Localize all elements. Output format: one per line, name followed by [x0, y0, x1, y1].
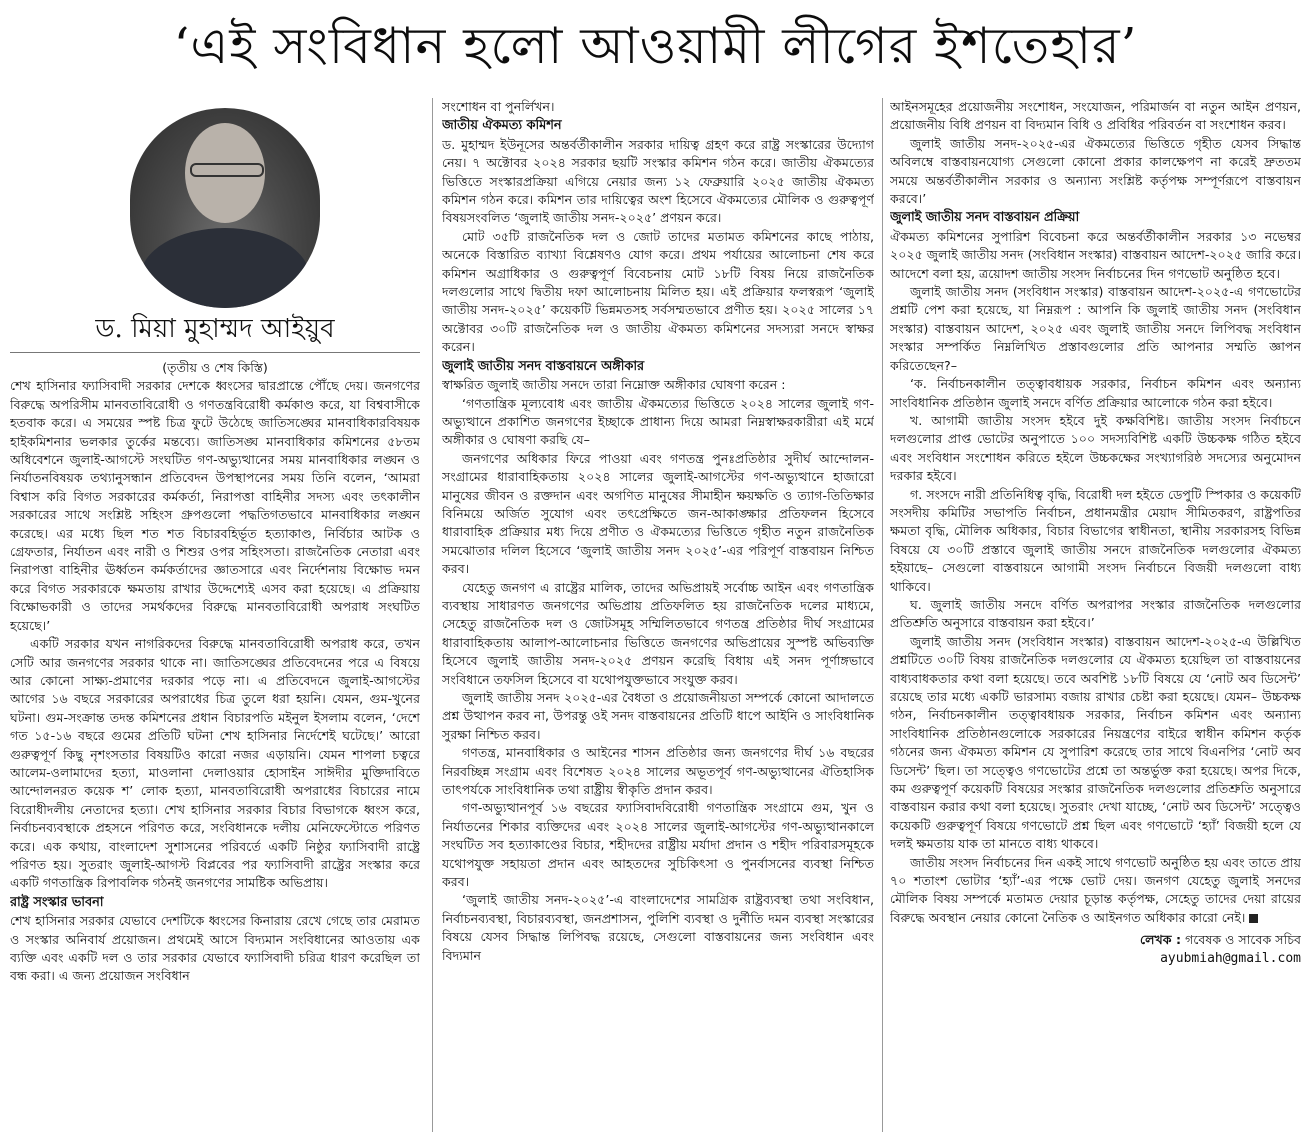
- signoff-text: গবেষক ও সাবেক সচিব: [1185, 932, 1301, 948]
- paragraph: সংশোধন বা পুনর্লিখন।: [442, 99, 555, 114]
- paragraph: খ. আগামী জাতীয় সংসদ হইবে দুই কক্ষবিশিষ্ট। জাতীয় সংসদ নির্বাচনে দলগুলোর প্রাপ্ত ভোটের অনুপাতে ১০০ সদস্যবিশিষ্ট একটি উচ্চকক্ষ গঠিত হইবে এবং সংবিধান সংশোধন করিতে হইলে উচ্চকক্ষের সংখ্যাগরিষ্ঠ সদস্যের অনুমোদন দরকার হইবে।: [890, 412, 1301, 484]
- paragraph: মোট ৩৫টি রাজনৈতিক দল ও জোট তাদের মতামত কমিশনের কাছে পাঠায়, অনেকে বিস্তারিত ব্যাখ্যা বিশ্লেষণও যোগ করে। প্রথম পর্যায়ের আলোচনা শেষ করে কমিশন অগ্রাধিকার ও গুরুত্বপূর্ণ বিবেচনায় মোট ১৮টি বিষয় নিয়ে রাজনৈতিক দলগুলোর সাথে দ্বিতীয় দফা আলোচনায় মিলিত হয়। এই প্রক্রিয়ার ফলস্বরূপ ‘জুলাই জাতীয় সনদ-২০২৫’ কয়েকটি ভিন্নমতসহ সর্বসম্মতভাবে প্রণীত হয়। ২০২৫ সালের ১৭ অক্টোবর ৩০টি রাজনৈতিক দল ও জাতীয় ঐকমত্য কমিশনের সদস্যরা সনদে স্বাক্ষর করেন।: [442, 228, 874, 355]
- paragraph-final: [890, 854, 1301, 928]
- author-email[interactable]: ayubmiah@gmail.com: [1160, 950, 1301, 966]
- column-2: [442, 98, 874, 1140]
- author-signoff: [890, 931, 1301, 949]
- paragraph: গ. সংসদে নারী প্রতিনিধিত্ব বৃদ্ধি, বিরোধী দল হইতে ডেপুটি স্পিকার ও কয়েকটি সংসদীয় কমিটির সভাপতি নির্বাচন, প্রধানমন্ত্রীর মেয়াদ সীমিতকরণ, রাষ্ট্রপতির ক্ষমতা বৃদ্ধি, মৌলিক অধিকার, বিচার বিভাগের স্বাধীনতা, স্থানীয় সরকারসহ বিভিন্ন বিষয়ে যে ৩০টি প্রস্তাবে জুলাই জাতীয় সনদে রাজনৈতিক দলগুলোর ঐকমত্য হইয়াছে– সেগুলো বাস্তবায়নে আগামী সংসদ নির্বাচনে বিজয়ী দলগুলো বাধ্য থাকিবে।: [890, 486, 1301, 594]
- paragraph: জুলাই জাতীয় সনদ (সংবিধান সংস্কার) বাস্তবায়ন আদেশ-২০২৫-এ গণভোটের প্রশ্নটি পেশ করা হয়েছে, যা নিম্নরূপ : আপনি কি জুলাই জাতীয় সনদ (সংবিধান সংস্কার) বাস্তবায়ন আদেশ, ২০২৫ এবং জুলাই জাতীয় সনদে লিপিবদ্ধ সংবিধান সংস্কার সম্পর্কিত নিম্নলিখিত প্রস্তাবগুলোর প্রতি আপনার সম্মতি জ্ঞাপন করিতেছেন?–: [890, 284, 1301, 373]
- paragraph: ‘গণতান্ত্রিক মূল্যবোধ এবং জাতীয় ঐকমত্যের ভিত্তিতে ২০২৪ সালের জুলাই গণ-অভ্যুত্থানে প্রকাশিত জনগণের ইচ্ছাকে প্রাধান্য দিয়ে আমরা নিম্নস্বাক্ষরকারীরা এই মর্মে অঙ্গীকার ও ঘোষণা করছি যে–: [442, 395, 874, 448]
- subheading: রাষ্ট্র সংস্কার ভাবনা: [10, 894, 104, 910]
- paragraph: শেখ হাসিনার ফ্যাসিবাদী সরকার দেশকে ধ্বংসের দ্বারপ্রান্তে পৌঁছে দেয়। জনগণের বিরুদ্ধে অপরিসীম মানবতাবিরোধী ও গণতন্ত্রবিরোধী কর্মকাণ্ড করে, যা বিশ্ববাসীকে হতবাক করে। এ সময়ের স্পষ্ট চিত্র ফুটে উঠেছে জাতিসঙ্ঘের মানবাধিকারবিষয়ক হাইকমিশনার ভলকার তুর্কের মন্তব্যে। জাতিসঙ্ঘ মানবাধিকার কমিশনের ৫৮তম অধিবেশনে জুলাই-আগস্টে সংঘটিত গণ-অভ্যুত্থানের সময় মানবাধিকার লঙ্ঘন ও নির্যাতনবিষয়ক তথ্যানুসন্ধান প্রতিবেদন উপস্থাপনের সময় তিনি বলেন, ‘আমরা বিশ্বাস করি বিগত সরকারের কর্মকর্তা, নিরাপত্তা বাহিনীর সদস্য এবং তৎকালীন সরকারের সাথে সংশ্লিষ্ট সহিংস গ্রুপগুলো পদ্ধতিগতভাবে মানবাধিকার লঙ্ঘন করেছে। এর মধ্যে ছিল শত শত বিচারবহির্ভূত হত্যাকাণ্ড, নির্বিচার আটক ও গ্রেফতার, নির্যাতন এবং নারী ও শিশুর ওপর সহিংসতা। রাজনৈতিক নেতারা এবং নিরাপত্তা বাহিনীর ঊর্ধ্বতন কর্মকর্তাদের জ্ঞাতসারে এবং নির্দেশনায় বিক্ষোভ দমন করে বিগত সরকারকে ক্ষমতায় রাখার উদ্দেশ্যেই এসব করা হয়েছে। এ প্রক্রিয়ায় বিক্ষোভকারী ও তাদের সমর্থকদের বিরুদ্ধে মানবতাবিরোধী অপরাধ সংঘটিত হয়েছে।’: [10, 378, 420, 633]
- paragraph: জনগণের অধিকার ফিরে পাওয়া এবং গণতন্ত্র পুনঃপ্রতিষ্ঠার সুদীর্ঘ আন্দোলন-সংগ্রামের ধারাবাহিকতায় ২০২৪ সালের জুলাই-আগস্টের গণ-অভ্যুত্থানে হাজারো মানুষের জীবন ও রক্তদান এবং অগণিত মানুষের সীমাহীন ক্ষয়ক্ষতি ও ত্যাগ-তিতিক্ষার বিনিময়ে অর্জিত সুযোগ এবং তৎপ্রেক্ষিতে জন-আকাঙ্ক্ষার প্রতিফলন হিসেবে ধারাবাহিক প্রক্রিয়ার মধ্য দিয়ে প্রণীত ও ঐকমত্যের ভিত্তিতে গৃহীত নতুন রাজনৈতিক সমঝোতার দলিল হিসেবে ‘জুলাই জাতীয় সনদ ২০২৫’-এর পরিপূর্ণ বাস্তবায়ন নিশ্চিত করব।: [442, 450, 874, 577]
- author-photo-box: [10, 98, 420, 348]
- headline: ‘এই সংবিধান হলো আওয়ামী লীগের ইশতেহার’: [173, 17, 1138, 75]
- column-divider: [432, 98, 433, 1132]
- paragraph: ঘ. জুলাই জাতীয় সনদে বর্ণিত অপরাপর সংস্কার রাজনৈতিক দলগুলোর প্রতিশ্রুতি অনুসারে বাস্তবায়ন করা হইবে।’: [890, 596, 1301, 631]
- author-byline: ড. মিয়া মুহাম্মদ আইয়ুব: [95, 314, 335, 344]
- signoff-label: লেখক :: [1140, 932, 1182, 948]
- end-mark-icon: [1249, 914, 1258, 923]
- paragraph: গণ-অভ্যুত্থানপূর্ব ১৬ বছরের ফ্যাসিবাদবিরোধী গণতান্ত্রিক সংগ্রামে গুম, খুন ও নির্যাতনের শিকার ব্যক্তিদের এবং ২০২৪ সালের জুলাই-আগস্টের গণ-অভ্যুত্থানকালে সংঘটিত সব হত্যাকাণ্ডের বিচার, শহীদদের রাষ্ট্রীয় মর্যাদা প্রদান ও শহীদ পরিবারসমূহকে যথোপযুক্ত সহায়তা প্রদান এবং আহতদের সুচিকিৎসা ও পুনর্বাসনের ব্যবস্থা নিশ্চিত করব।: [442, 800, 874, 890]
- final-text: জাতীয় সংসদ নির্বাচনের দিন একই সাথে গণভোট অনুষ্ঠিত হয় এবং তাতে প্রায় ৭০ শতাংশ ভোটার ‘হ্যাঁ’-এর পক্ষে ভোট দেয়। জনগণ যেহেতু জুলাই সনদের মৌলিক বিষয় সম্পর্কে মতামত দেয়ার চূড়ান্ত কর্তৃপক্ষ, সেহেতু তাদের দেয়া রায়ের বিরুদ্ধে অবস্থান নেয়ার কোনো নৈতিক ও আইনগত অধিকার কারো নেই।: [890, 854, 1301, 925]
- paragraph: একটি সরকার যখন নাগরিকদের বিরুদ্ধে মানবতাবিরোধী অপরাধ করে, তখন সেটি আর জনগণের সরকার থাকে না। জাতিসঙ্ঘের প্রতিবেদনের পরে এ বিষয়ে আর কোনো সাক্ষ্য-প্রমাণের দরকার পড়ে না। এ প্রতিবেদনে জুলাই-আগস্টের আগের ১৬ বছরে সরকারের অপরাধের চিত্র তুলে ধরা হয়নি। যেমন, গুম-খুনের ঘটনা। গুম-সংক্রান্ত তদন্ত কমিশনের প্রধান বিচারপতি মইনুল ইসলাম বলেন, ‘দেশে গত ১৫-১৬ বছরে গুমের প্রতিটি ঘটনা শেখ হাসিনার নির্দেশেই ঘটেছে।’ আরো গুরুত্বপূর্ণ কিছু নৃশংসতার বিষয়টিও কারো নজর এড়ায়নি। যেমন শাপলা চত্বরে আলেম-ওলামাদের হত্যা, মাওলানা দেলাওয়ার হোসাইন সাঈদীর মুক্তিদাবিতে আন্দোলনরত কয়েক শ’ লোক হত্যা, মানবতাবিরোধী অপরাধের বিচারের নামে বিরোধীদলীয় নেতাদের হত্যা। শেখ হাসিনার সরকার বিচার বিভাগকে ধ্বংস করে, নির্বাচনব্যবস্থাকে প্রহসনে পরিণত করে, সংবিধানকে দলীয় মেনিফেস্টোতে পরিণত করে। এক কথায়, বাংলাদেশ সুশাসনের পরিবর্তে একটি নিষ্ঠুর ফ্যাসিবাদী রাষ্ট্রে পরিণত হয়। সুতরাং জুলাই-আগস্ট বিপ্লবের পর ফ্যাসিবাদী রাষ্ট্রের সংস্কার করে একটি গণতান্ত্রিক রিপাবলিক গঠনই জনগণের সামষ্টিক অভিপ্রায়।: [10, 636, 420, 891]
- paragraph: গণতন্ত্র, মানবাধিকার ও আইনের শাসন প্রতিষ্ঠার জন্য জনগণের দীর্ঘ ১৬ বছরের নিরবচ্ছিন্ন সংগ্রাম এবং বিশেষত ২০২৪ সালের অভূতপূর্ব গণ-অভ্যুত্থানের ঐতিহাসিক তাৎপর্যকে সাংবিধানিক তথা রাষ্ট্রীয় স্বীকৃতি প্রদান করব।: [442, 745, 874, 798]
- column-divider: [882, 98, 883, 1132]
- byline-divider: [10, 352, 420, 353]
- subheading: জাতীয় ঐকমত্য কমিশন: [442, 118, 562, 134]
- paragraph: আইনসমূহের প্রয়োজনীয় সংশোধন, সংযোজন, পরিমার্জন বা নতুন আইন প্রণয়ন, প্রয়োজনীয় বিধি প্রণয়ন বা বিদ্যমান বিধি ও প্রবিধির পরিবর্তন বা সংশোধন করব।: [890, 99, 1301, 133]
- paragraph: জুলাই জাতীয় সনদ-২০২৫-এর ঐকমত্যের ভিত্তিতে গৃহীত যেসব সিদ্ধান্ত অবিলম্বে বাস্তবায়নযোগ্য সেগুলো কোনো প্রকার কালক্ষেপণ না করেই দ্রুততম সময়ে অন্তর্বর্তীকালীন সরকার ও অন্যান্য সংশ্লিষ্ট কর্তৃপক্ষ সম্পূর্ণরূপে বাস্তবায়ন করবে।’: [890, 135, 1301, 207]
- paragraph: ঐকমত্য কমিশনের সুপারিশ বিবেচনা করে অন্তর্বর্তীকালীন সরকার ১৩ নভেম্বর ২০২৫ জুলাই জাতীয় সনদ (সংবিধান সংস্কার) বাস্তবায়ন আদেশ-২০২৫ জারি করে। আদেশে বলা হয়, ত্রয়োদশ জাতীয় সংসদ নির্বাচনের দিন গণভোট অনুষ্ঠিত হবে।: [890, 228, 1301, 281]
- article-columns: [10, 98, 1301, 1140]
- paragraph: শেখ হাসিনার সরকার যেভাবে দেশটিকে ধ্বংসের কিনারায় রেখে গেছে তার মেরামত ও সংস্কার অনিবার্য প্রয়োজন। প্রথমেই আসে বিদ্যমান সংবিধানের আওতায় এক ব্যক্তি এবং একটি দল ও তার সরকার যেভাবে ফ্যাসিবাদী চরিত্র ধারণ করেছিল তা বন্ধ করা। এ জন্য প্রয়োজন সংবিধান: [10, 913, 420, 984]
- photo-glasses-shape: [190, 163, 264, 177]
- column-3: [890, 98, 1301, 1140]
- photo-body-shape: [140, 228, 310, 308]
- paragraph: ‘ক. নির্বাচনকালীন তত্ত্বাবধায়ক সরকার, নির্বাচন কমিশন এবং অন্যান্য সাংবিধানিক প্রতিষ্ঠান জুলাই সনদে বর্ণিত প্রক্রিয়ার আলোকে গঠন করা হইবে।: [890, 376, 1301, 410]
- installment-note: (তৃতীয় ও শেষ কিস্তি): [162, 360, 268, 375]
- paragraph: জুলাই জাতীয় সনদ (সংবিধান সংস্কার) বাস্তবায়ন আদেশ-২০২৫-এ উল্লিখিত প্রশ্নটিতে ৩০টি বিষয় রাজনৈতিক দলগুলোর যে ঐকমত্য হয়েছিল তা বাস্তবায়নের বাধ্যবাধকতার কথা বলা হয়েছে। তবে অবশিষ্ট ১৮টি বিষয়ে যে ‘নোট অব ডিসেন্ট’ রয়েছে তার মধ্যে একটি ভারসাম্য বজায় রাখার চেষ্টা করা হয়েছে। যেমন– উচ্চকক্ষ গঠন, নির্বাচনকালীন তত্ত্বাবধায়ক সরকার, নির্বাচন কমিশন এবং অন্যান্য সাংবিধানিক প্রতিষ্ঠানগুলোকে সরকারের নিয়ন্ত্রণের বাইরে স্বাধীন কমিশন কর্তৃক গঠনের জন্য ঐকমত্য কমিশন যে সুপারিশ করেছে তার সাথে বিএনপির ‘নোট অব ডিসেন্ট’ ছিল। তা সত্ত্বেও গণভোটের প্রশ্নে তা অন্তর্ভুক্ত করা হয়েছে। অপর দিকে, কম গুরুত্বপূর্ণ কয়েকটি বিষয়ের সংস্কার রাজনৈতিক দলগুলোর প্রতিশ্রুতি অনুসারে বাস্তবায়ন করার কথা বলা হয়েছে। সুতরাং দেখা যাচ্ছে, ‘নোট অব ডিসেন্ট’ সত্ত্বেও কয়েকটি গুরুত্বপূর্ণ বিষয়ে গণভোটে প্রশ্ন ছিল এবং গণভোটে ‘হ্যাঁ’ বিজয়ী হলে যে দলই ক্ষমতায় যাক তা মানতে বাধ্য থাকবে।: [890, 633, 1301, 852]
- paragraph: জুলাই জাতীয় সনদ ২০২৫-এর বৈধতা ও প্রয়োজনীয়তা সম্পর্কে কোনো আদালতে প্রশ্ন উত্থাপন করব না, উপরন্তু ওই সনদ বাস্তবায়নের প্রতিটি ধাপে আইনি ও সাংবিধানিক সুরক্ষা নিশ্চিত করব।: [442, 690, 874, 742]
- subheading: জুলাই জাতীয় সনদ বাস্তবায়নে অঙ্গীকার: [442, 358, 645, 374]
- paragraph: যেহেতু জনগণ এ রাষ্ট্রের মালিক, তাদের অভিপ্রায়ই সর্বোচ্চ আইন এবং গণতান্ত্রিক ব্যবস্থায় সাধারণত জনগণের অভিপ্রায় প্রতিফলিত হয় রাজনৈতিক দলের মাধ্যমে, সেহেতু রাজনৈতিক দল ও জোটসমূহ সম্মিলিতভাবে গণতন্ত্র প্রতিষ্ঠার দীর্ঘ সংগ্রামের ধারাবাহিকতায় আলাপ-আলোচনার ভিত্তিতে জনগণের অভিপ্রায়ের সুস্পষ্ট অভিব্যক্তি হিসেবে জুলাই জাতীয় সনদ-২০২৫ প্রণয়ন করেছি বিধায় এই সনদ পূর্ণাঙ্গভাবে সংবিধানে তফসিল হিসেবে বা যথোপযুক্তভাবে সংযুক্ত করব।: [442, 579, 874, 687]
- paragraph: স্বাক্ষরিত জুলাই জাতীয় সনদে তারা নিম্নোক্ত অঙ্গীকার ঘোষণা করেন :: [442, 377, 786, 393]
- subheading: জুলাই জাতীয় সনদ বাস্তবায়ন প্রক্রিয়া: [890, 210, 1080, 226]
- column-1: [10, 98, 420, 1140]
- author-photo: [130, 108, 320, 308]
- paragraph: ‘জুলাই জাতীয় সনদ-২০২৫’-এ বাংলাদেশের সামগ্রিক রাষ্ট্রব্যবস্থা তথা সংবিধান, নির্বাচনব্যবস্থা, বিচারব্যবস্থা, জনপ্রশাসন, পুলিশি ব্যবস্থা ও দুর্নীতি দমন ব্যবস্থা সংস্কারের বিষয়ে যেসব সিদ্ধান্ত লিপিবদ্ধ রয়েছে, সেগুলো বাস্তবায়নের জন্য সংবিধান এবং বিদ্যমান: [442, 892, 874, 963]
- paragraph: ড. মুহাম্মদ ইউনূসের অন্তর্বর্তীকালীন সরকার দায়িত্ব গ্রহণ করে রাষ্ট্র সংস্কারের উদ্যোগ নেয়। ৭ অক্টোবর ২০২৪ সরকার ছয়টি সংস্কার কমিশন গঠন করে। জাতীয় ঐকমত্যের ভিত্তিতে সংস্কারপ্রক্রিয়া এগিয়ে নেয়ার জন্য ১২ ফেব্রুয়ারি ২০২৫ জাতীয় ঐকমত্য কমিশন গঠন করে। কমিশন তার দায়িত্বের অংশ হিসেবে ঐকমত্যের মৌলিক ও গুরুত্বপূর্ণ বিষয়সংবলিত ‘জুলাই জাতীয় সনদ-২০২৫’ প্রণয়ন করে।: [442, 136, 874, 226]
